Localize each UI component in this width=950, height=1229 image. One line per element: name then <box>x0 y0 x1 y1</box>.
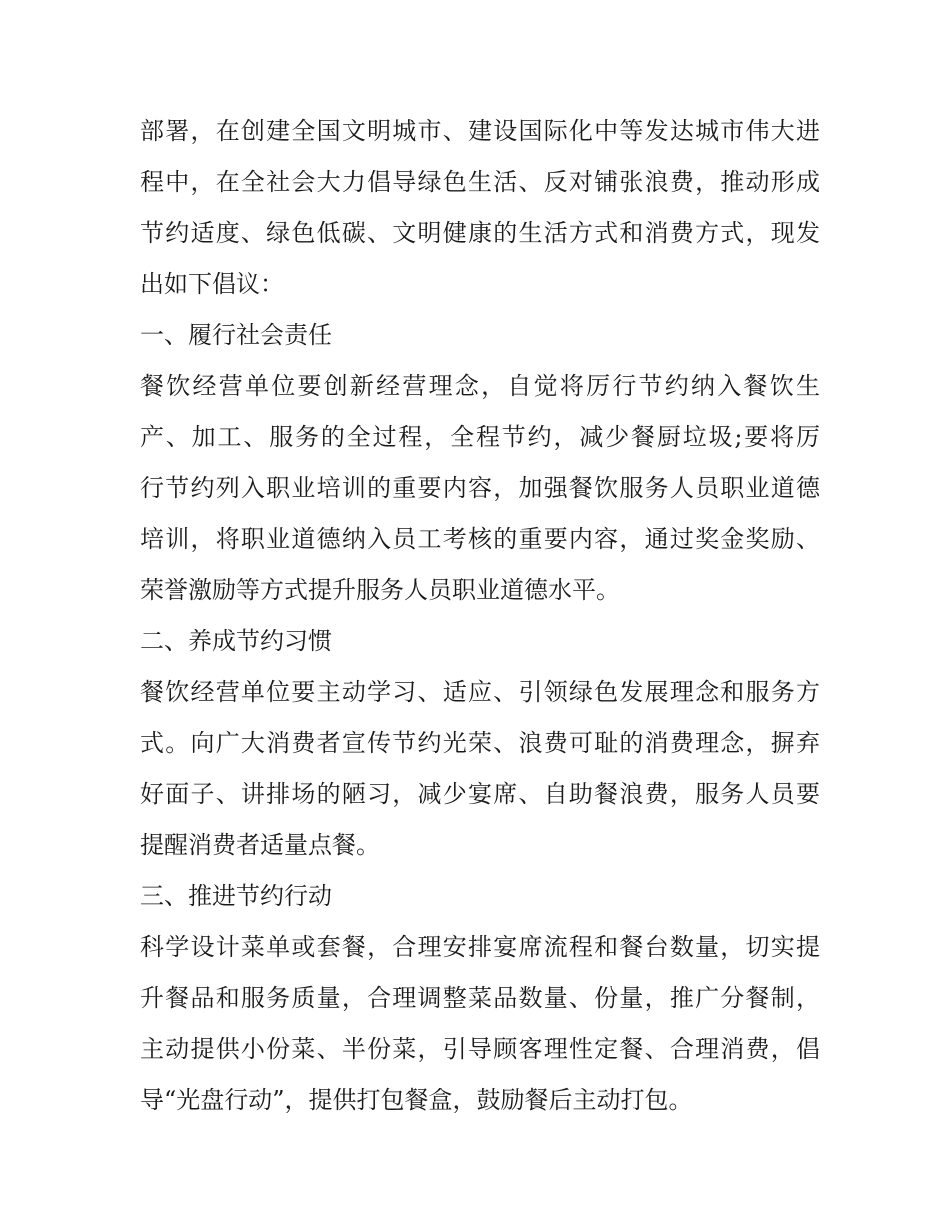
section-heading: 一、履行社会责任 <box>140 321 332 349</box>
section-heading: 三、推进节约行动 <box>140 882 332 910</box>
paragraph-line: 好面子、讲排场的陋习，减少宴席、自助餐浪费，服务人员要 <box>140 780 820 808</box>
paragraph-line: 主动提供小份菜、半份菜，引导顾客理性定餐、合理消费，倡 <box>140 1035 820 1063</box>
paragraph-line: 产、加工、服务的全过程，全程节约，减少餐厨垃圾;要将厉 <box>140 423 820 451</box>
paragraph-line: 导“光盘行动”，提供打包餐盒，鼓励餐后主动打包。 <box>140 1086 693 1114</box>
paragraph-line: 出如下倡议： <box>140 270 284 298</box>
paragraph-line: 式。向广大消费者宣传节约光荣、浪费可耻的消费理念，摒弃 <box>140 729 820 757</box>
paragraph-line: 行节约列入职业培训的重要内容，加强餐饮服务人员职业道德 <box>140 474 820 502</box>
paragraph-line: 提醒消费者适量点餐。 <box>140 831 380 859</box>
paragraph-line: 部署，在创建全国文明城市、建设国际化中等发达城市伟大进 <box>140 117 820 145</box>
paragraph-line: 节约适度、绿色低碳、文明健康的生活方式和消费方式，现发 <box>140 219 820 247</box>
paragraph-line: 升餐品和服务质量，合理调整菜品数量、份量，推广分餐制， <box>140 984 820 1012</box>
paragraph-line: 科学设计菜单或套餐，合理安排宴席流程和餐台数量，切实提 <box>140 933 820 961</box>
paragraph-line: 程中，在全社会大力倡导绿色生活、反对铺张浪费，推动形成 <box>140 168 820 196</box>
paragraph-line: 培训，将职业道德纳入员工考核的重要内容，通过奖金奖励、 <box>140 525 820 553</box>
paragraph-line: 荣誉激励等方式提升服务人员职业道德水平。 <box>140 576 620 604</box>
paragraph-line: 餐饮经营单位要主动学习、适应、引领绿色发展理念和服务方 <box>140 678 820 706</box>
document-body <box>140 106 820 1126</box>
paragraph-line: 餐饮经营单位要创新经营理念，自觉将厉行节约纳入餐饮生 <box>140 372 820 400</box>
section-heading: 二、养成节约习惯 <box>140 627 332 655</box>
